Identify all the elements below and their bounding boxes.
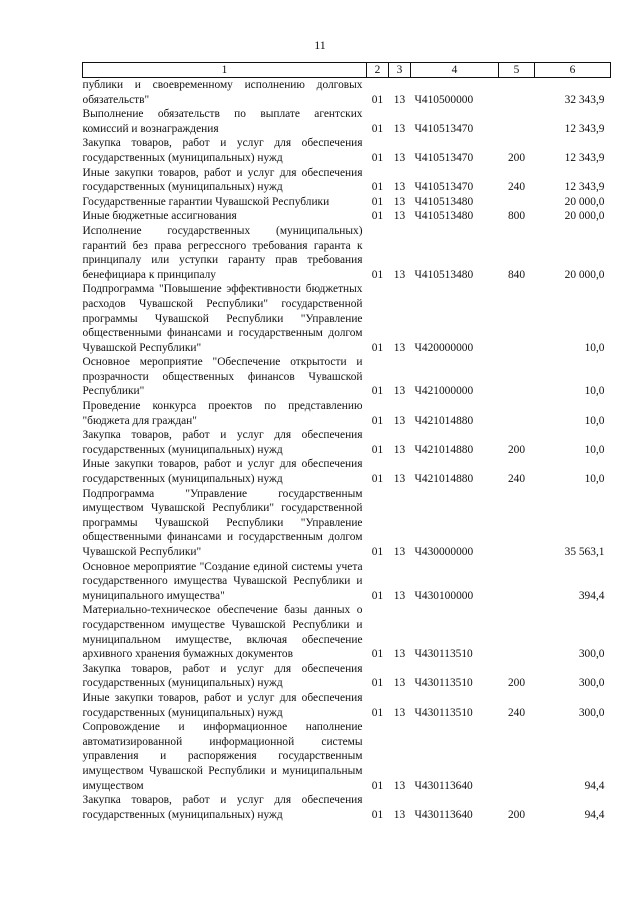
table-body [83,78,611,823]
cell-name: Государственные гарантии Чувашской Республики [82,195,330,208]
cell-name: Закупка товаров, работ и услуг для обеспечения государственных (муниципальных) нужд [82,662,363,690]
table-row [83,107,611,136]
cell-expense-type [499,399,535,428]
cell-target-code: Ч430113640 [414,779,473,792]
cell-section: 01 [371,443,384,456]
table-row [83,224,611,282]
cell-name: Закупка товаров, работ и услуг для обеспечения государственных (муниципальных) нужд [82,137,363,164]
cell-name: Иные закупки товаров, работ и услуг для обеспечения государственных (муниципальных) нужд [82,166,363,194]
table-row [83,166,611,195]
table-row [83,603,611,661]
cell-name: Закупка товаров, работ и услуг для обеспечения государственных (муниципальных) нужд [82,794,363,821]
budget-table [82,62,611,822]
cell-subsection: 13 [393,648,406,661]
cell-amount: 12 343,9 [564,151,605,164]
cell-subsection: 13 [393,268,406,281]
cell-expense-type: 240 [507,181,526,194]
cell-expense-type: 840 [507,268,526,281]
cell-target-code: Ч430100000 [414,589,474,602]
cell-subsection: 13 [393,546,406,558]
cell-name: Иные закупки товаров, работ и услуг для обеспечения государственных (муниципальных) нужд [82,691,363,719]
cell-subsection: 13 [393,341,406,354]
cell-subsection: 13 [393,181,406,194]
cell-subsection: 13 [393,473,406,486]
cell-amount: 20 000,0 [564,268,605,281]
cell-section: 01 [371,648,384,661]
cell-subsection: 13 [393,151,406,164]
cell-target-code: Ч421014880 [414,414,474,427]
cell-subsection: 13 [393,779,406,792]
cell-section: 01 [371,93,384,106]
cell-expense-type [499,487,535,560]
cell-name: Иные закупки товаров, работ и услуг для обеспечения государственных (муниципальных) нужд [82,458,363,486]
cell-amount: 300,0 [578,648,605,661]
cell-name: Основное мероприятие "Обеспечение открытости и прозрачности общественных финансов Чувашской Республики" [82,356,363,398]
cell-subsection: 13 [393,443,406,456]
cell-name: Сопровождение и информационное наполнение автоматизированной информационной системы управления и распоряжения государственным имуществом Чувашской Республики и муниципальным имуществом [82,721,363,792]
cell-target-code: Ч410513470 [414,181,474,194]
cell-amount: 32 343,9 [564,93,605,106]
cell-section: 01 [371,181,384,194]
cell-expense-type [499,355,535,399]
cell-name: Проведение конкурса проектов по представлению "бюджета для граждан" [82,400,363,427]
cell-section: 01 [371,151,384,164]
table-row [83,428,611,457]
cell-expense-type: 200 [507,677,526,690]
cell-expense-type: 200 [507,808,526,821]
table-row [83,355,611,399]
cell-amount: 10,0 [584,443,605,456]
table-row [83,560,611,604]
cell-name: Основное мероприятие "Создание единой системы учета государственного имущества Чувашской Республики и муниципального имущества" [82,560,363,602]
cell-section: 01 [371,808,384,821]
cell-target-code: Ч430113640 [414,808,473,821]
cell-subsection: 13 [393,93,406,106]
cell-amount: 10,0 [584,341,605,354]
cell-amount: 10,0 [584,473,605,486]
cell-expense-type [499,720,535,793]
cell-subsection: 13 [393,808,406,821]
cell-amount: 10,0 [584,385,605,398]
cell-expense-type: 200 [507,443,526,456]
cell-subsection: 13 [393,414,406,427]
cell-section: 01 [371,341,384,354]
cell-amount: 94,4 [584,779,605,792]
table-row [83,209,611,224]
cell-expense-type [499,107,535,136]
table-row [83,78,611,108]
header-col-2: 2 [367,63,389,78]
cell-amount: 35 563,1 [564,546,605,558]
table-row [83,136,611,165]
cell-section: 01 [371,414,384,427]
cell-expense-type: 800 [507,210,526,223]
cell-name: Выполнение обязательств по выплате агентских комиссий и вознаграждения [82,108,363,135]
cell-expense-type [499,603,535,661]
cell-target-code: Ч430000000 [414,546,474,558]
table-row [83,662,611,691]
cell-subsection: 13 [393,195,406,208]
table-row [83,691,611,720]
cell-name: Закупка товаров, работ и услуг для обеспечения государственных (муниципальных) нужд [82,429,363,456]
cell-amount: 12 343,9 [564,181,605,194]
cell-amount: 12 343,9 [564,122,605,135]
table-header-row [83,63,611,78]
cell-target-code: Ч421000000 [414,385,474,398]
cell-section: 01 [371,268,384,281]
cell-amount: 300,0 [578,677,605,690]
page-number: 11 [314,38,326,52]
cell-target-code: Ч410513470 [414,122,474,135]
table-row [83,487,611,560]
cell-subsection: 13 [393,677,406,690]
table-row [83,720,611,793]
cell-section: 01 [371,473,384,486]
table-row [83,793,611,822]
cell-target-code: Ч420000000 [414,341,474,354]
cell-target-code: Ч410500000 [414,93,474,106]
cell-target-code: Ч410513480 [414,195,474,208]
cell-subsection: 13 [393,706,406,719]
cell-section: 01 [371,195,384,208]
cell-name: Исполнение государственных (муниципальных) гарантий без права регрессного требования гаранта к принципалу или уступки гаранту прав требования бенефициара к принципалу [82,224,363,281]
cell-name: Подпрограмма "Повышение эффективности бюджетных расходов Чувашской Республики" государственной программы Чувашской Республики "Управление общественными финансами и государственным долгом Чувашской Республики" [82,283,363,354]
cell-target-code: Ч410513480 [414,268,474,281]
cell-target-code: Ч410513470 [414,151,474,164]
cell-subsection: 13 [393,122,406,135]
cell-target-code: Ч410513480 [414,210,474,223]
header-col-4: 4 [411,63,499,78]
cell-section: 01 [371,589,384,602]
cell-section: 01 [371,706,384,719]
table-row [83,399,611,428]
cell-section: 01 [371,677,384,690]
header-col-6: 6 [535,63,611,78]
cell-expense-type [499,78,535,108]
cell-section: 01 [371,122,384,135]
cell-target-code: Ч421014880 [414,473,474,486]
cell-amount: 94,4 [584,808,605,821]
cell-amount: 300,0 [578,706,605,719]
cell-name: Материально-техническое обеспечение базы данных о государственном имуществе Чувашской Республики и муниципальном имуществе, включая обеспечение архивного хранения бумажных документов [82,604,363,661]
cell-section: 01 [371,210,384,223]
cell-section: 01 [371,546,384,558]
cell-expense-type [499,195,535,210]
cell-subsection: 13 [393,385,406,398]
table-row [83,282,611,355]
cell-section: 01 [371,385,384,398]
header-col-5: 5 [499,63,535,78]
table-row [83,457,611,486]
cell-target-code: Ч430113510 [414,706,473,719]
cell-subsection: 13 [393,589,406,602]
cell-expense-type [499,282,535,355]
cell-expense-type: 240 [507,473,526,486]
cell-target-code: Ч430113510 [414,648,473,661]
cell-target-code: Ч430113510 [414,677,473,690]
cell-amount: 20 000,0 [564,195,605,208]
cell-expense-type: 240 [507,706,526,719]
cell-target-code: Ч421014880 [414,443,474,456]
header-col-3: 3 [389,63,411,78]
cell-subsection: 13 [393,210,406,223]
header-col-1: 1 [83,63,367,78]
cell-amount: 10,0 [584,414,605,427]
table-row [83,195,611,210]
cell-name: Иные бюджетные ассигнования [82,210,237,223]
cell-section: 01 [371,779,384,792]
cell-name: публики и своевременному исполнению долговых обязательств" [82,79,363,106]
cell-expense-type [499,560,535,604]
cell-expense-type: 200 [507,151,526,164]
cell-amount: 20 000,0 [564,210,605,223]
cell-amount: 394,4 [578,589,605,602]
cell-name: Подпрограмма "Управление государственным имуществом Чувашской Республики" государственной программы Чувашской Республики "Управление общественными финансами и государственным долгом Чувашской Республики" [82,487,363,558]
